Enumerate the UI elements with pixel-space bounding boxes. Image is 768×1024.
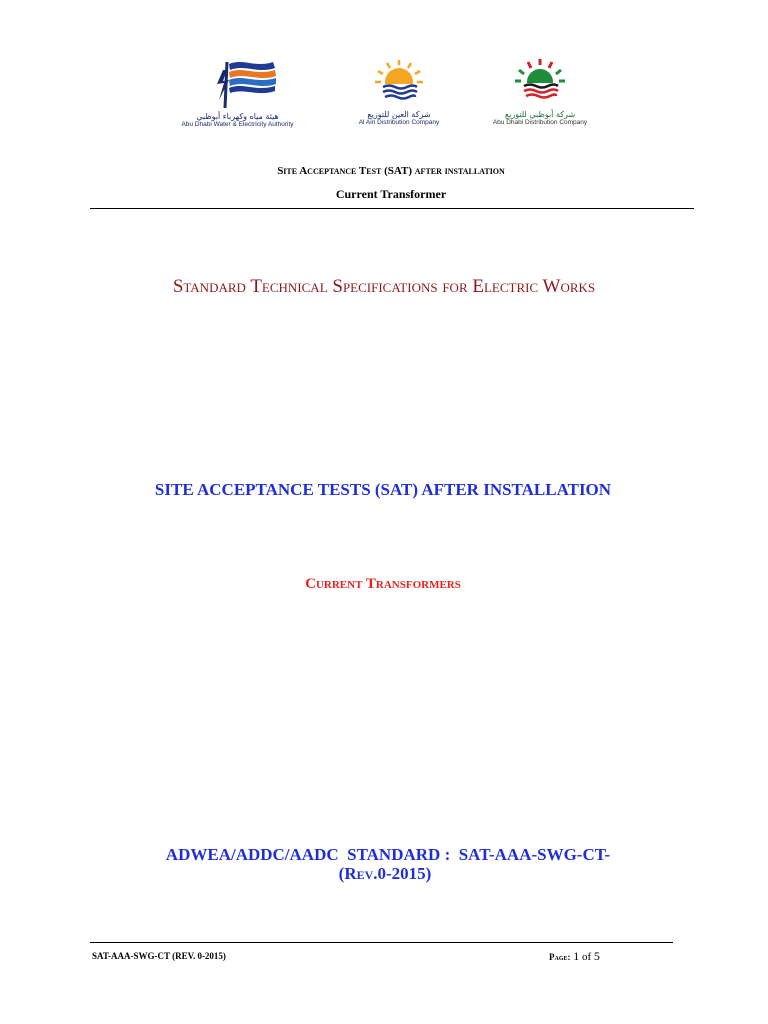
ct-title: Current Transformers (305, 576, 461, 592)
footer-divider (90, 942, 673, 943)
aadc-logo (344, 56, 454, 126)
main-title: Standard Technical Specifications for Electric Works (172, 276, 596, 297)
header-divider (90, 208, 694, 209)
aadc-arabic-name: شركة العين للتوزيع (367, 110, 431, 119)
sat-title: SITE ACCEPTANCE TESTS (SAT) AFTER INSTALLATION (154, 480, 612, 499)
page-label: Page (549, 952, 568, 962)
aadc-sun-icon (369, 56, 429, 110)
addc-sun-icon (510, 56, 570, 110)
page-current: 1 (573, 949, 580, 963)
addc-logo (484, 56, 596, 126)
footer-doc-id: SAT-AAA-SWG-CT (REV. 0-2015) (92, 951, 226, 961)
page-total: 5 (593, 949, 600, 963)
header-subject-line: Current Transformer (335, 187, 447, 201)
aadc-english-name: Al Ain Distribution Company (358, 119, 440, 126)
standard-line: ADWEA/ADDC/AADC STANDARD : SAT-AAA-SWG-CT- (165, 845, 611, 864)
adwea-emblem-icon (183, 56, 293, 112)
adwea-logo (170, 56, 305, 128)
adwea-english-name: Abu Dhabi Water & Electricity Authority (181, 121, 294, 128)
adwea-arabic-name: هيئة مياه وكهرباء أبوظبي (196, 112, 279, 121)
page-of: of (582, 951, 592, 963)
footer-page-number: Page: 1 of 5 (549, 949, 600, 963)
logo-strip (0, 56, 768, 136)
header-sat-line: Site Acceptance Test (SAT) after installation (277, 165, 505, 177)
addc-arabic-name: شركة أبوظبي للتوزيع (504, 110, 576, 119)
addc-english-name: Abu Dhabi Distribution Company (492, 119, 588, 126)
standard-revision: (Rev.0-2015) (338, 864, 432, 883)
